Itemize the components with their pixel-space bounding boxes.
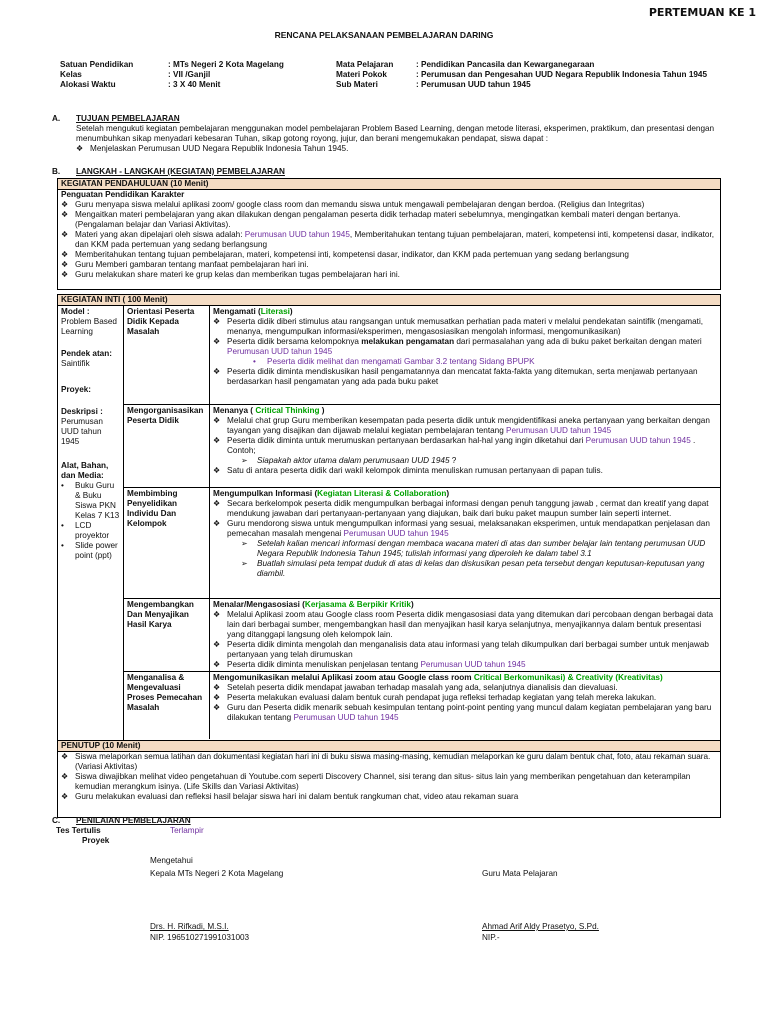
stage-heading: Menalar/Mengasosiasi (Kerjasama & Berpikir Kritik)	[213, 600, 414, 609]
list-item: ❖ Peserta didik diberi stimulus atau rangsangan untuk memusatkan perhatian pada materi v melalui pendekatan saintifik (mengamati, menanya, mengumpulkan informasi/eksperimen, mengasosiasikan mengolah informasi, mengomunikasikan)	[213, 317, 704, 336]
diamond-bullet-icon: ❖	[61, 260, 69, 269]
list-item: ❖ Guru dan Peserta didik menarik sebuah kesimpulan tentang point-point penting yang muncul dalam kegiatan pembelajaran yang baru dilakukan tentang Perumusan UUD tahun 1945	[213, 703, 712, 722]
identity-value: : Perumusan UUD tahun 1945	[416, 80, 531, 89]
stage-label: Orientasi Peserta Didik Kepada Masalah	[124, 306, 210, 404]
dot-bullet-icon: •	[253, 357, 256, 366]
diamond-bullet-icon: ❖	[61, 200, 69, 209]
identity-block	[60, 60, 720, 90]
list-item: ❖ Guru melakukan evaluasi dan refleksi hasil belajar siswa hari ini dalam bentuk rangkuman chat, video atau rekaman suara	[61, 792, 519, 801]
principal-name: Drs. H. Rifkadi, M.S.I.	[150, 922, 229, 931]
teacher-title: Guru Mata Pelajaran	[482, 869, 558, 878]
list-item: ➢ Siapakah aktor utama dalam perumusaan UUD 1945 ?	[241, 456, 457, 465]
section-assessment	[52, 816, 712, 846]
list-item: • Peserta didik melihat dan mengamati Gambar 3.2 tentang Sidang BPUPK	[253, 357, 535, 366]
approach-label: Pendek atan:	[61, 349, 112, 358]
list-item: ❖ Siswa diwajibkan melihat video pengetahuan di Youtube.com seperti Discovery Channel, sisi terang dan situs- situs lain yang memberikan pengetahuan dan keterampilan kemudian merangkum isinya. (Life Skills dan Variasi Aktivitas)	[61, 772, 691, 791]
diamond-bullet-icon: ❖	[213, 683, 221, 692]
diamond-bullet-icon: ❖	[61, 772, 69, 781]
list-item: ❖ Peserta melakukan evaluasi dalam bentuk curah pendapat juga refleksi terhadap kegiatan yang telah mereka lakukan.	[213, 693, 657, 702]
identity-value: : VII /Ganjil	[168, 70, 211, 79]
model-label: Model :	[61, 307, 90, 316]
stage-heading: Mengomunikasikan melalui Aplikasi zoom atau Google class room Critical Berkomunikasi) & Creativity (Kreativitas)	[213, 673, 663, 682]
document-title: RENCANA PELAKSANAAN PEMBELAJARAN DARING	[274, 30, 494, 40]
assessment-label: Proyek	[82, 836, 110, 845]
diamond-bullet-icon: ❖	[213, 337, 221, 346]
stage-content	[210, 488, 720, 598]
diamond-bullet-icon: ❖	[61, 230, 69, 239]
assessment-value: Terlampir	[170, 826, 204, 835]
stage-content	[210, 599, 720, 671]
list-item: ❖ Secara berkelompok peserta didik mengumpulkan berbagai informasi dengan penuh tanggung jawab , cermat dan kreatif yang dapat mendukung jawaban dari pertanyaan-pertanyaan yang diajukan, baik dari buku paket maupun sumber lain seperti internet.	[213, 499, 709, 518]
identity-key: Alokasi Waktu	[60, 80, 116, 89]
section-heading: C. PENILAIAN PEMBELAJARAN	[52, 816, 191, 825]
activity-core	[57, 294, 721, 741]
model-value: Problem Based Learning	[61, 317, 117, 336]
list-item: ❖ Materi yang akan dipelajari oleh siswa adalah: Perumusan UUD tahun 1945, Memberitahukan tentang tujuan pembelajaran, materi, kompetensi inti, kompetensi dasar, indikator, dan KKM pada pertemuan yang sedang berlangsung	[61, 230, 714, 249]
activity-header: KEGIATAN PENDAHULUAN (10 Menit)	[58, 179, 720, 190]
activity-header: PENUTUP (10 Menit)	[58, 741, 720, 752]
diamond-bullet-icon: ❖	[213, 610, 221, 619]
arrow-bullet-icon: ➢	[241, 456, 248, 465]
identity-value: : 3 X 40 Menit	[168, 80, 221, 89]
stage-label: Mengembangkan Dan Menyajikan Hasil Karya	[124, 599, 210, 671]
list-item: ❖ Peserta didik bersama kelompoknya melakukan pengamatan dari permasalahan yang ada di buku paket berkaitan dengan materi Perumusan UUD tahun 1945	[213, 337, 702, 356]
meeting-label: PERTEMUAN KE 1	[648, 6, 756, 19]
list-item: ❖ Setelah peserta didik mendapat jawaban terhadap masalah yang ada, selanjutnya dianalisis dan dievaluasi.	[213, 683, 618, 692]
identity-key: Mata Pelajaran	[336, 60, 394, 69]
identity-key: Satuan Pendidikan	[60, 60, 134, 69]
list-item: ➢ Setelah kalian mencari informasi dengan membaca wacana materi di atas dan sumber belajar lain tentang perumusan UUD Negara Republik Indonesia Tahun 1945; tulislah informasi yang diperoleh ke dalam tabel 3.1	[241, 539, 706, 558]
section-heading: A. TUJUAN PEMBELAJARAN	[52, 114, 180, 123]
list-item: ❖ Melalui Aplikasi zoom atau Google class room Peserta didik mengasosiasi data yang ditemukan dari percobaan dengan berbagai data lain dari berbagai sumber, mengembangkan hasil dan menyajikan hasil karya selanjutnya, menyajikannya dalam bentuk presentasi yang ditanggapi langsung oleh kelompok lain.	[213, 610, 714, 639]
teacher-name: Ahmad Arif Aldy Prasetyo, S.Pd.	[482, 922, 599, 931]
list-item: ❖ Mengaitkan materi pembelajaran yang akan dilakukan dengan pengalaman peserta didik terhadap materi sebelumnya, mengingatkan kembali materi dengan bertanya.(Pengalaman belajar dan Variasi Aktivitas).	[61, 210, 681, 229]
stage-content	[210, 306, 720, 404]
list-item: ❖ Guru melakukan share materi ke grup kelas dan memberikan tugas pembelajaran hari ini.	[61, 270, 400, 279]
list-item: • LCD proyektor	[61, 521, 110, 540]
description-label: Deskripsi :	[61, 407, 103, 416]
principal-nip: NIP. 196510271991031003	[150, 933, 250, 942]
diamond-bullet-icon: ❖	[213, 499, 221, 508]
list-item: ❖ Peserta didik diminta menuliskan penjelasan tentang Perumusan UUD tahun 1945	[213, 660, 526, 669]
list-item: ❖ Peserta didik diminta untuk merumuskan pertanyaan berdasarkan hal-hal yang ingin diketahui dari Perumusan UUD tahun 1945 . Contoh;	[213, 436, 696, 455]
dot-bullet-icon: •	[61, 481, 64, 490]
list-item: ❖ Peserta didik diminta mendiskusikan hasil pengamatannya dan mencatat fakta-fakta yang ditemukan, serta menjawab pertanyaan berdasarkan hasil pengamatan yang ada pada buku paket	[213, 367, 698, 386]
stage-heading: Mengumpulkan Informasi (Kegiatan Literasi & Collaboration)	[213, 489, 450, 498]
teacher-nip: NIP.-	[482, 933, 500, 942]
arrow-bullet-icon: ➢	[241, 539, 248, 548]
identity-row	[60, 80, 720, 90]
diamond-bullet-icon: ❖	[213, 640, 221, 649]
list-item: ❖ Siswa melaporkan semua latihan dan dokumentasi kegiatan hari ini di buku siswa masing-masing, kemudian melaporkan ke guru dalam bentuk chat, foto, atau rekaman suara. (Variasi Aktivitas)	[61, 752, 711, 771]
diamond-bullet-icon: ❖	[213, 519, 221, 528]
diamond-bullet-icon: ❖	[213, 367, 221, 376]
section-objectives	[52, 114, 732, 154]
activity-header: KEGIATAN INTI ( 100 Menit)	[58, 295, 720, 306]
identity-row	[60, 70, 720, 80]
identity-value: : Pendidikan Pancasila dan Kewarganegaraan	[416, 60, 595, 69]
diamond-bullet-icon: ❖	[213, 317, 221, 326]
diamond-bullet-icon: ❖	[61, 792, 69, 801]
stage-heading: Menanya ( Critical Thinking )	[213, 406, 325, 415]
stage-label: Mengorganisasikan Peserta Didik	[124, 405, 210, 487]
stage-heading: Mengamati (Literasi)	[213, 307, 293, 316]
project-label: Proyek:	[61, 385, 92, 394]
identity-key: Materi Pokok	[336, 70, 387, 79]
list-item: ❖ Guru mendorong siswa untuk mengumpulkan informasi yang sesuai, melaksanakan eksperimen, untuk mendapatkan penjelasan dan pemecahan masalah mengenai Perumusan UUD tahun 1945	[213, 519, 710, 538]
list-item: ❖ Memberitahukan tentang tujuan pembelajaran, materi, kompetensi inti, kompetensi dasar, indikator, dan KKM pada pertemuan yang sedang berlangsung	[61, 250, 629, 259]
diamond-bullet-icon: ❖	[213, 660, 221, 669]
list-item: ❖ Peserta didik diminta mengolah dan menganalisis data atau informasi yang telah dikumpulkan dari berbagai sumber untuk menjawab pertanyaan yang telah dirumuskan	[213, 640, 709, 659]
description-value: Perumusan UUD tahun 1945	[61, 417, 103, 446]
list-item: ❖ Melalui chat grup Guru memberikan kesempatan pada peserta didik untuk mengidentifikasi aneka pertanyaan yang berkaitan dengan tayangan yang disajikan dan dijawab melalui kegiatan pembelajaran tentang Perumusan UUD tahun 1945	[213, 416, 710, 435]
principal-title: Kepala MTs Negeri 2 Kota Magelang	[150, 869, 284, 878]
stage-content	[210, 672, 720, 739]
assessment-row	[52, 826, 712, 836]
activity-subheading: Penguatan Pendidikan Karakter	[61, 190, 185, 199]
diamond-bullet-icon: ❖	[61, 250, 69, 259]
list-item: ❖ Satu di antara peserta didik dari wakil kelompok diminta menuliskan rumusan pertanyaan di papan tulis.	[213, 466, 603, 475]
approach-value: Saintifik	[61, 359, 90, 368]
diamond-bullet-icon: ❖	[61, 752, 69, 761]
tools-label: Alat, Bahan, dan Media:	[61, 461, 109, 480]
objectives-text: Setelah mengukuti kegiatan pembelajaran menggunakan model pembelajaran Problem Based Learning, dengan metode literasi, eksperimen, praktikum, dan presentasi dengan menumbuhkan sikap menyadari kebesaran Tuhan, sikap gotong royong, jujur, dan berani mengemukakan pendapat, siswa dapat :	[76, 124, 715, 143]
diamond-bullet-icon: ❖	[76, 144, 84, 153]
stage-content	[210, 405, 720, 487]
diamond-bullet-icon: ❖	[213, 436, 221, 445]
assessment-label: Tes Tertulis	[56, 826, 101, 835]
stage-label: Menganalisa & Mengevaluasi Proses Pemecahan Masalah	[124, 672, 210, 739]
diamond-bullet-icon: ❖	[213, 466, 221, 475]
dot-bullet-icon: •	[61, 541, 64, 550]
diamond-bullet-icon: ❖	[61, 270, 69, 279]
arrow-bullet-icon: ➢	[241, 559, 248, 568]
diamond-bullet-icon: ❖	[61, 210, 69, 219]
activity-opening	[57, 178, 721, 290]
stage-label: Membimbing Penyelidikan Individu Dan Kelompok	[124, 488, 210, 598]
list-item: ❖ Guru menyapa siswa melalui aplikasi zoom/ google class room dan memandu siswa untuk mengawali pembelajaran dengan berdoa. (Religius dan Integritas)	[61, 200, 645, 209]
diamond-bullet-icon: ❖	[213, 693, 221, 702]
list-item: • Buku Guru & Buku Siswa PKN Kelas 7 K13	[61, 481, 120, 520]
dot-bullet-icon: •	[61, 521, 64, 530]
identity-key: Kelas	[60, 70, 82, 79]
list-item: ❖ Guru Memberi gambaran tentang manfaat pembelajaran hari ini.	[61, 260, 309, 269]
diamond-bullet-icon: ❖	[213, 703, 221, 712]
identity-key: Sub Materi	[336, 80, 378, 89]
section-heading: B. LANGKAH - LANGKAH (KEGIATAN) PEMBELAJARAN	[52, 167, 285, 176]
list-item: • Slide power point (ppt)	[61, 541, 118, 560]
acknowledged-label: Mengetahui	[150, 856, 193, 865]
identity-value: : Perumusan dan Pengesahan UUD Negara Republik Indonesia Tahun 1945	[416, 70, 708, 79]
objective-item: ❖ Menjelaskan Perumusan UUD Negara Republik Indonesia Tahun 1945.	[76, 144, 349, 153]
activity-closing	[57, 740, 721, 818]
identity-row	[60, 60, 720, 70]
identity-value: : MTs Negeri 2 Kota Magelang	[168, 60, 284, 69]
list-item: ➢ Buatlah simulasi peta tempat duduk di atas di kelas dan diskusikan pesan peta tersebut dengan keputusan-keputusan yang diambil.	[241, 559, 705, 578]
method-column	[58, 306, 124, 740]
diamond-bullet-icon: ❖	[213, 416, 221, 425]
